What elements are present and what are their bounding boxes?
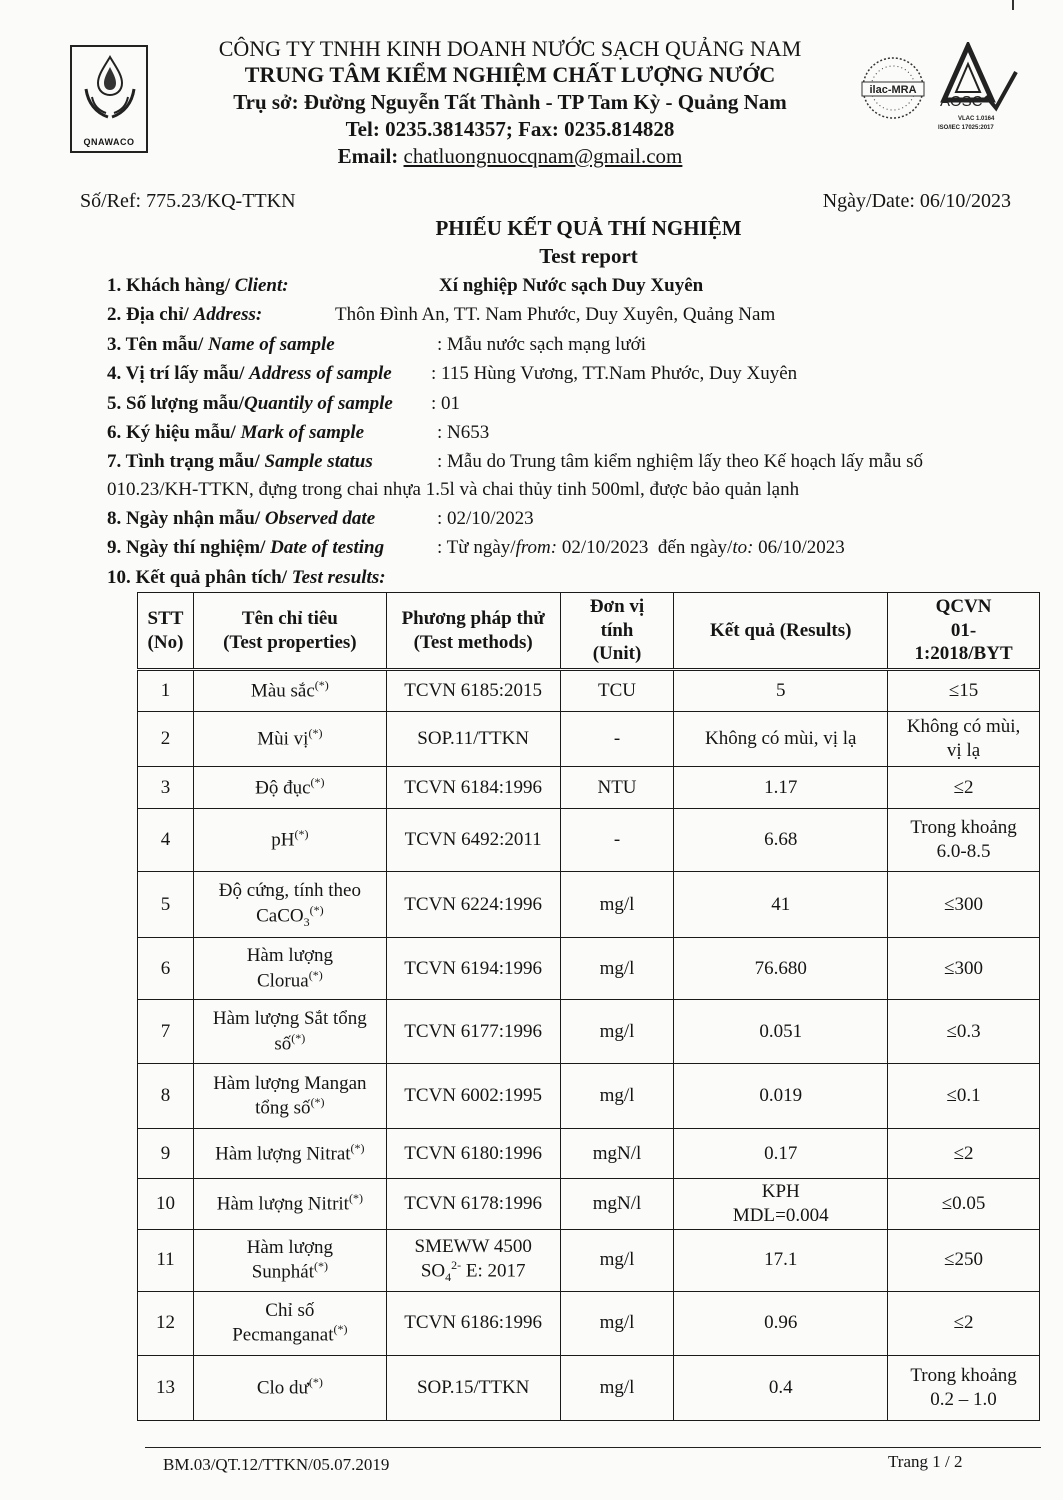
cell-result: 0.4 — [674, 1355, 888, 1420]
cell-no: 13 — [138, 1355, 194, 1420]
cell-standard: ≤0.1 — [888, 1064, 1040, 1129]
mark-value: : N653 — [437, 422, 490, 443]
cell-no: 9 — [138, 1129, 194, 1179]
table-row — [138, 1229, 1040, 1291]
cell-standard: ≤250 — [888, 1229, 1040, 1291]
iso-text: ISO/IEC 17025:2017 — [938, 125, 994, 131]
testing-date-value: : Từ ngày/from: 02/10/2023 đến ngày/to: 06/10/2023 — [437, 537, 845, 558]
table-row — [138, 1064, 1040, 1129]
cell-unit: mg/l — [560, 1291, 674, 1355]
vlac-text: VLAC 1.0164 — [958, 116, 995, 122]
cell-method: TCVN 6224:1996 — [386, 872, 560, 938]
company-address: Trụ sở: Đường Nguyễn Tất Thành - TP Tam Kỳ - Quảng Nam — [233, 90, 787, 114]
col-standard: QCVN 01- 1:2018/BYT — [888, 593, 1040, 670]
col-properties: Tên chỉ tiêu (Test properties) — [193, 593, 386, 670]
cell-unit: - — [560, 712, 674, 767]
cell-method: TCVN 6180:1996 — [386, 1129, 560, 1179]
cell-property: Hàm lượng Nitrit(*) — [193, 1179, 386, 1230]
cell-property: Hàm lượng Sunphát(*) — [193, 1229, 386, 1291]
quantity-value: : 01 — [431, 393, 461, 414]
cell-result: 0.17 — [674, 1129, 888, 1179]
cell-method: SOP.15/TTKN — [386, 1355, 560, 1420]
cell-result: 6.68 — [674, 809, 888, 872]
cell-no: 11 — [138, 1229, 194, 1291]
cell-unit: mg/l — [560, 1229, 674, 1291]
cell-property: Độ cứng, tính theo CaCO$_3$(*) — [193, 872, 386, 938]
cell-standard: Trong khoảng 6.0-8.5 — [888, 809, 1040, 872]
client-value: Xí nghiệp Nước sạch Duy Xuyên — [439, 275, 704, 296]
info-mark: 6. Ký hiệu mẫu/ Mark of sample : N653 — [107, 422, 490, 443]
info-quantity: 5. Số lượng mẫu/Quantily of sample : 01 — [107, 393, 461, 414]
cell-standard: Không có mùi, vị lạ — [888, 712, 1040, 767]
report-date: Ngày/Date: 06/10/2023 — [822, 190, 1011, 212]
cell-standard: ≤2 — [888, 1129, 1040, 1179]
cell-no: 4 — [138, 809, 194, 872]
cell-unit: - — [560, 809, 674, 872]
info-results-heading: 10. Kết quả phân tích/ Test results: — [107, 567, 386, 588]
sample-location-value: : 115 Hùng Vương, TT.Nam Phước, Duy Xuyên — [431, 363, 798, 384]
cell-property: Hàm lượng Nitrat(*) — [193, 1129, 386, 1179]
info-testing-date: 9. Ngày thí nghiệm/ Date of testing : Từ ngày/from: 02/10/2023 đến ngày/to: 06/10/2023 — [107, 537, 845, 558]
company-name: CÔNG TY TNHH KINH DOANH NƯỚC SẠCH QUẢNG NAM — [218, 36, 802, 61]
cell-property: Clo dư(*) — [193, 1355, 386, 1420]
cell-unit: mg/l — [560, 872, 674, 938]
email-link[interactable]: chatluongnuocqnam@gmail.com — [403, 144, 683, 168]
info-sample-location: 4. Vị trí lấy mẫu/ Address of sample : 115 Hùng Vương, TT.Nam Phước, Duy Xuyên — [107, 363, 798, 384]
cell-method: TCVN 6194:1996 — [386, 938, 560, 1000]
cell-standard: ≤2 — [888, 767, 1040, 809]
cell-no: 8 — [138, 1064, 194, 1129]
cell-standard: ≤300 — [888, 872, 1040, 938]
info-sample-name: 3. Tên mẫu/ Name of sample : Mẫu nước sạch mạng lưới — [107, 334, 647, 355]
col-methods: Phương pháp thử (Test methods) — [386, 593, 560, 670]
col-result: Kết quả (Results) — [674, 593, 888, 670]
info-status: 7. Tình trạng mẫu/ Sample status : Mẫu do Trung tâm kiểm nghiệm lấy theo Kế hoạch lấy mẫu số — [107, 451, 924, 472]
company-logo — [70, 45, 148, 153]
cell-property: pH(*) — [193, 809, 386, 872]
cell-method: TCVN 6186:1996 — [386, 1291, 560, 1355]
cell-method: SOP.11/TTKN — [386, 712, 560, 767]
report-title: PHIẾU KẾT QUẢ THÍ NGHIỆM — [435, 216, 742, 240]
cell-result: 5 — [674, 670, 888, 712]
reference-number: Số/Ref: 775.23/KQ-TTKN — [80, 190, 296, 212]
cell-no: 5 — [138, 872, 194, 938]
corner-mark — [1012, 0, 1014, 10]
cell-no: 12 — [138, 1291, 194, 1355]
ilac-mra-logo — [858, 48, 928, 128]
col-unit: Đơn vị tính (Unit) — [560, 593, 674, 670]
cell-result: 41 — [674, 872, 888, 938]
cell-unit: mg/l — [560, 938, 674, 1000]
cell-result: KPH MDL=0.004 — [674, 1179, 888, 1230]
status-value: : Mẫu do Trung tâm kiểm nghiệm lấy theo Kế hoạch lấy mẫu số — [437, 451, 924, 472]
cell-method: TCVN 6184:1996 — [386, 767, 560, 809]
cell-no: 10 — [138, 1179, 194, 1230]
cell-result: 17.1 — [674, 1229, 888, 1291]
cell-method: TCVN 6002:1995 — [386, 1064, 560, 1129]
sample-name-value: : Mẫu nước sạch mạng lưới — [437, 334, 647, 355]
cell-unit: mgN/l — [560, 1179, 674, 1230]
table-row — [138, 1000, 1040, 1064]
table-row — [138, 712, 1040, 767]
cell-no: 1 — [138, 670, 194, 712]
table-row — [138, 1179, 1040, 1230]
cell-no: 3 — [138, 767, 194, 809]
cell-unit: mg/l — [560, 1000, 674, 1064]
cell-method: TCVN 6177:1996 — [386, 1000, 560, 1064]
table-row — [138, 1355, 1040, 1420]
cell-result: 0.051 — [674, 1000, 888, 1064]
cell-no: 6 — [138, 938, 194, 1000]
cell-result: 76.680 — [674, 938, 888, 1000]
cell-no: 2 — [138, 712, 194, 767]
cell-method: SMEWW 4500 $SO_4^{2-}$ E: 2017 — [386, 1229, 560, 1291]
cell-method: TCVN 6185:2015 — [386, 670, 560, 712]
table-row — [138, 872, 1040, 938]
table-row — [138, 809, 1040, 872]
cell-result: 0.96 — [674, 1291, 888, 1355]
cell-property: Chỉ số Pecmanganat(*) — [193, 1291, 386, 1355]
table-row — [138, 1291, 1040, 1355]
table-row — [138, 767, 1040, 809]
cell-standard: ≤15 — [888, 670, 1040, 712]
cell-unit: mgN/l — [560, 1129, 674, 1179]
col-stt: STT (No) — [138, 593, 194, 670]
cell-property: Hàm lượng Mangan tổng số(*) — [193, 1064, 386, 1129]
cell-standard: ≤0.05 — [888, 1179, 1040, 1230]
water-drop-hands-icon — [78, 53, 142, 131]
center-name: TRUNG TÂM KIỂM NGHIỆM CHẤT LƯỢNG NƯỚC — [244, 62, 776, 87]
results-table — [137, 592, 1040, 1421]
cell-unit: mg/l — [560, 1064, 674, 1129]
info-received: 8. Ngày nhận mẫu/ Observed date : 02/10/2023 — [107, 508, 534, 529]
table-header-row — [138, 593, 1040, 670]
table-row — [138, 1129, 1040, 1179]
cell-standard: Trong khoảng 0.2 – 1.0 — [888, 1355, 1040, 1420]
company-phone: Tel: 0235.3814357; Fax: 0235.814828 — [345, 117, 675, 141]
page-number: Trang 1 / 2 — [888, 1452, 963, 1471]
cell-standard: ≤0.3 — [888, 1000, 1040, 1064]
aosc-text: AOSC — [940, 93, 983, 110]
ilac-text: ilac-MRA — [869, 84, 917, 96]
cell-standard: ≤300 — [888, 938, 1040, 1000]
cell-unit: TCU — [560, 670, 674, 712]
logo-text: QNAWACO — [83, 137, 135, 147]
cell-property: Màu sắc(*) — [193, 670, 386, 712]
cell-property: Mùi vị(*) — [193, 712, 386, 767]
cell-method: TCVN 6492:2011 — [386, 809, 560, 872]
address-value: Thôn Đình An, TT. Nam Phước, Duy Xuyên, Quảng Nam — [335, 304, 776, 325]
footer-divider — [145, 1447, 1041, 1448]
status-continued: 010.23/KH-TTKN, đựng trong chai nhựa 1.5l và chai thủy tinh 500ml, được bảo quản lạnh — [107, 479, 800, 500]
email-label: Email: — [337, 144, 399, 168]
report-subtitle: Test report — [539, 244, 638, 268]
cell-method: TCVN 6178:1996 — [386, 1179, 560, 1230]
info-client: 1. Khách hàng/ Client: Xí nghiệp Nước sạch Duy Xuyên — [107, 275, 704, 296]
cell-property: Độ đục(*) — [193, 767, 386, 809]
cell-no: 7 — [138, 1000, 194, 1064]
aosc-logo — [938, 42, 1018, 137]
cell-unit: NTU — [560, 767, 674, 809]
table-row — [138, 670, 1040, 712]
cell-property: Hàm lượng Clorua(*) — [193, 938, 386, 1000]
received-value: : 02/10/2023 — [437, 508, 534, 529]
table-row — [138, 938, 1040, 1000]
cell-unit: mg/l — [560, 1355, 674, 1420]
cell-result: 1.17 — [674, 767, 888, 809]
form-code: BM.03/QT.12/TTKN/05.07.2019 — [163, 1455, 390, 1474]
info-address: 2. Địa chỉ/ Address: Thôn Đình An, TT. Nam Phước, Duy Xuyên, Quảng Nam — [107, 304, 776, 325]
cell-standard: ≤2 — [888, 1291, 1040, 1355]
cell-property: Hàm lượng Sắt tổng số(*) — [193, 1000, 386, 1064]
cell-result: Không có mùi, vị lạ — [674, 712, 888, 767]
company-email-line — [160, 144, 860, 169]
cell-result: 0.019 — [674, 1064, 888, 1129]
